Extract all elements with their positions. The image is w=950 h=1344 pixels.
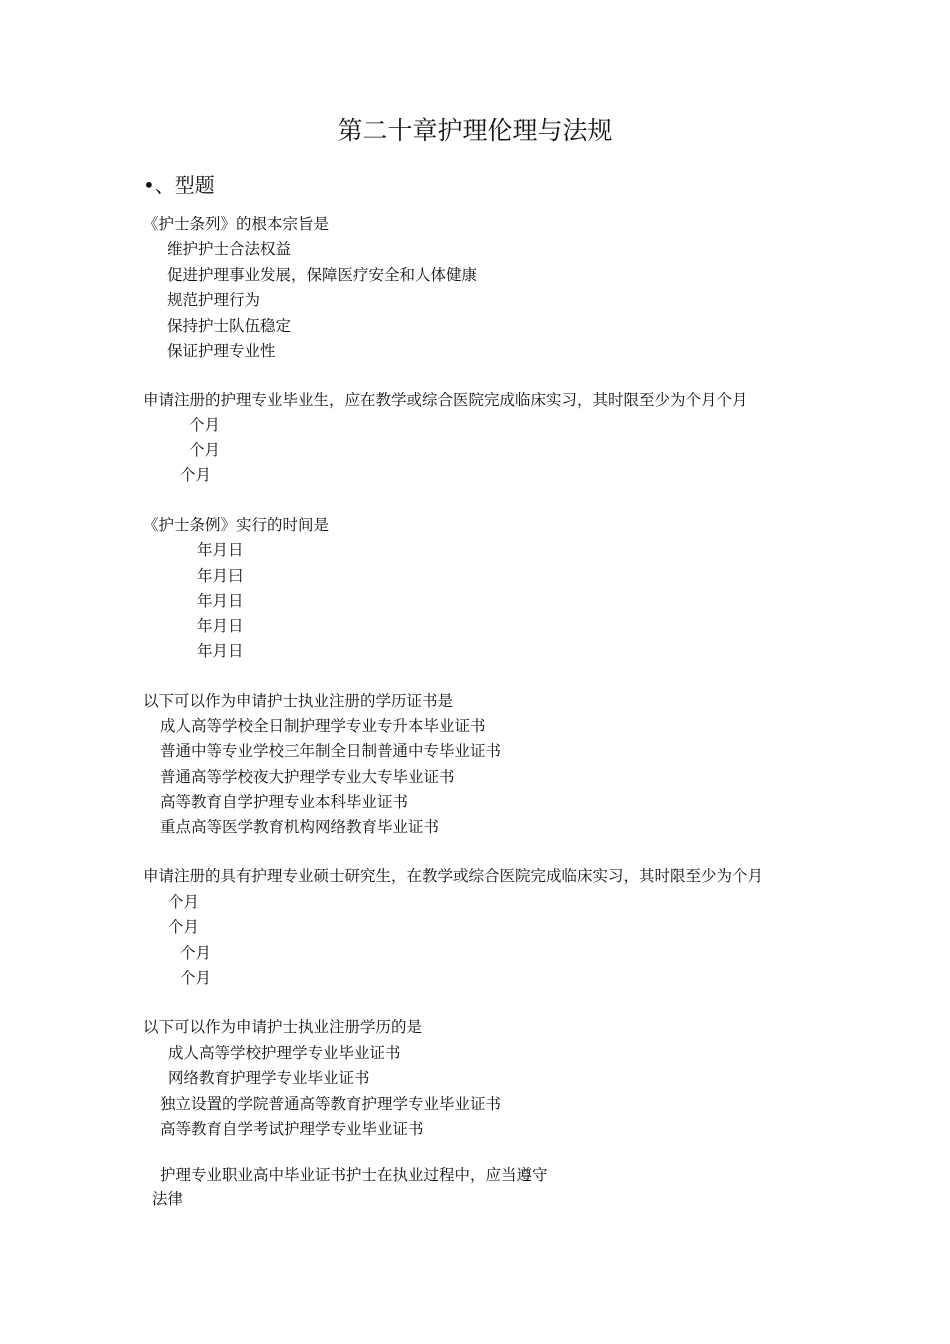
question-4-option-c: 普通高等学校夜大护理学专业大专毕业证书: [160, 768, 455, 786]
question-4-stem: 以下可以作为申请护士执业注册的学历证书是: [143, 692, 454, 710]
question-6-stem: 以下可以作为申请护士执业注册学历的是: [143, 1018, 423, 1036]
question-2-option-c: 个月: [180, 466, 212, 484]
question-2-stem: 申请注册的护理专业毕业生，应在教学或综合医院完成临床实习，其时限至少为个月个月: [143, 391, 748, 409]
question-1-option-a: 维护护士合法权益: [167, 240, 292, 258]
question-4-option-e: 重点高等医学教育机构网络教育毕业证书: [160, 818, 440, 836]
question-3-option-c: 年月日: [197, 592, 244, 610]
question-1-option-b: 促进护理事业发展，保障医疗安全和人体健康: [167, 266, 478, 284]
question-7-option-a: 法律: [152, 1190, 184, 1208]
question-3-option-d: 年月日: [197, 617, 244, 635]
question-4-option-d: 高等教育自学护理专业本科毕业证书: [160, 793, 409, 811]
question-3-option-b: 年月曰: [197, 567, 244, 585]
question-6-option-a: 成人高等学校护理学专业毕业证书: [168, 1044, 401, 1062]
question-3-option-e: 年月日: [197, 642, 244, 660]
question-5-option-d: 个月: [180, 969, 212, 987]
question-1-stem: 《护士条列》的根本宗旨是: [143, 215, 330, 233]
question-3-stem: 《护士条例》实行的时间是: [143, 516, 330, 534]
question-5-option-b: 个月: [168, 918, 200, 936]
question-2-option-a: 个月: [189, 416, 221, 434]
section-heading: •、型题: [143, 173, 215, 197]
question-5-option-a: 个月: [168, 893, 200, 911]
question-5-stem: 申请注册的具有护理专业硕士研究生，在教学或综合医院完成临床实习，其时限至少为个月: [143, 867, 764, 885]
question-6-option-d: 高等教育自学考试护理学专业毕业证书: [160, 1120, 424, 1138]
question-5-option-c: 个月: [180, 944, 212, 962]
question-1-option-e: 保证护理专业性: [167, 342, 276, 360]
question-6-option-b: 网络教育护理学专业毕业证书: [168, 1069, 370, 1087]
question-4-option-b: 普通中等专业学校三年制全日制普通中专毕业证书: [160, 742, 502, 760]
question-2-option-b: 个月: [189, 441, 221, 459]
chapter-title: 第二十章护理伦理与法规: [337, 116, 613, 145]
question-6-option-c: 独立设置的学院普通高等教育护理学专业毕业证书: [160, 1095, 502, 1113]
question-1-option-d: 保持护士队伍稳定: [167, 317, 292, 335]
question-4-option-a: 成人高等学校全日制护理学专业专升本毕业证书: [160, 717, 486, 735]
question-3-option-a: 年月日: [197, 541, 244, 559]
question-7-stem: 护理专业职业高中毕业证书护士在执业过程中，应当遵守: [160, 1166, 548, 1184]
question-1-option-c: 规范护理行为: [167, 291, 261, 309]
